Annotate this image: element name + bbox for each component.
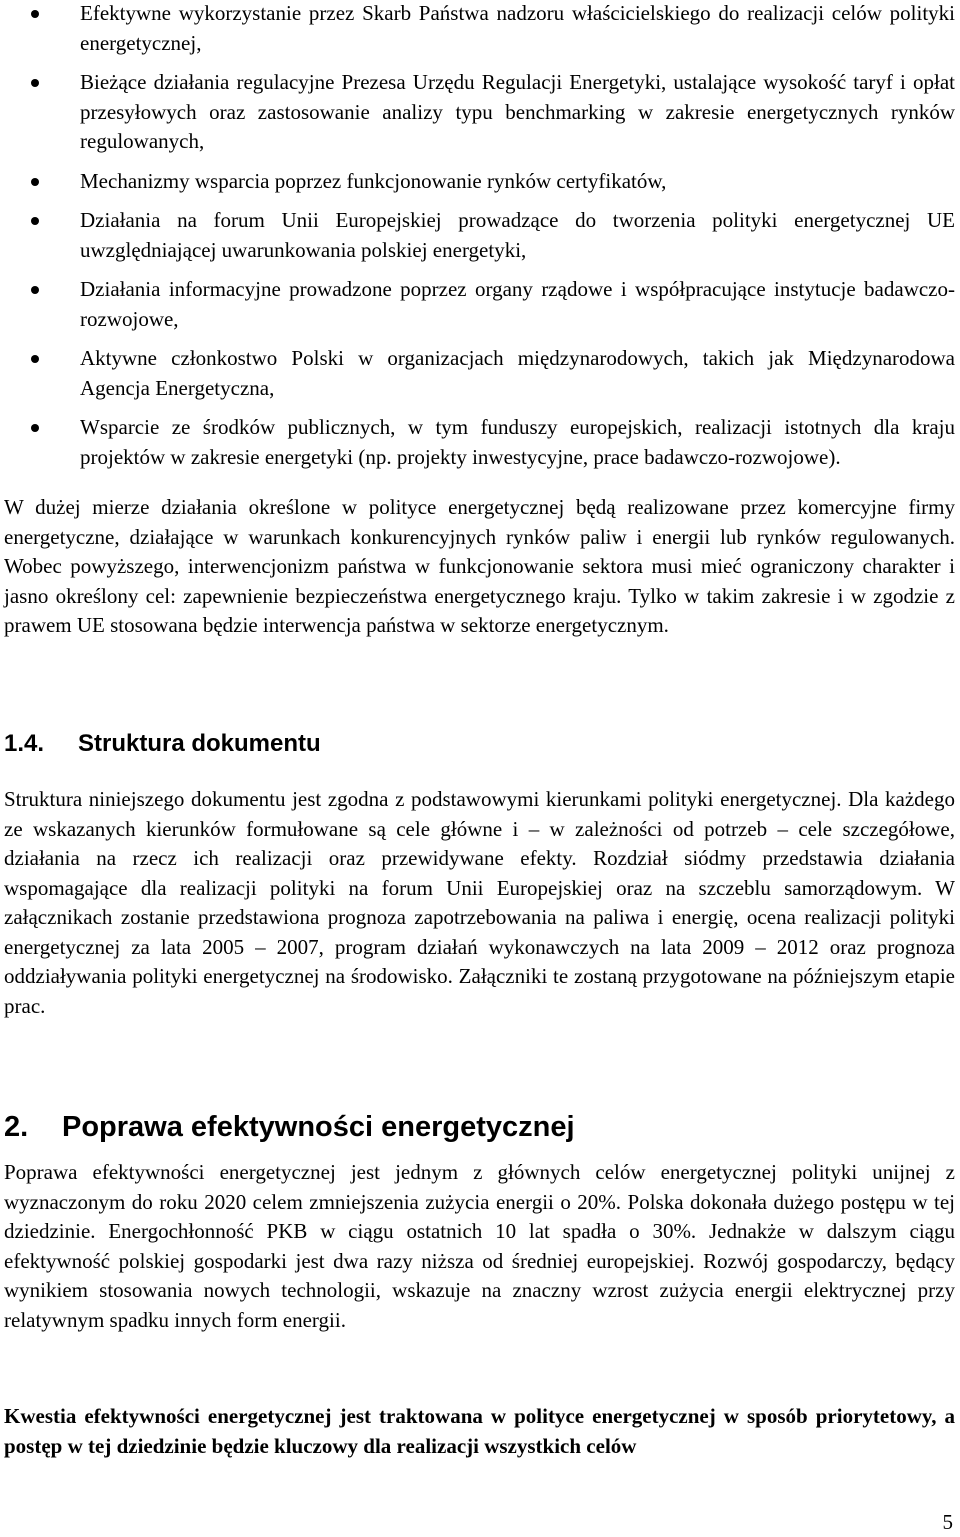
bullet-icon (31, 286, 39, 294)
section-number: 1.4. (4, 730, 45, 757)
page-number: 5 (942, 1510, 953, 1534)
list-item-text: Działania na forum Unii Europejskiej prowadzące do tworzenia polityki energetycznej UE uwzględniającej uwarunkowania polskiej energetyki, (80, 208, 955, 262)
bullet-icon (31, 178, 39, 186)
list-item (0, 344, 955, 403)
list-item (0, 206, 955, 265)
section-heading (4, 728, 321, 760)
list-item (0, 167, 955, 197)
bullet-icon (31, 10, 39, 18)
priority-paragraph: Kwestia efektywności energetycznej jest traktowana w polityce energetycznej w sposób priorytetowy, a postęp w tej dziedzinie będzie kluczowy dla realizacji wszystkich celów (4, 1404, 955, 1458)
list-item (0, 275, 955, 334)
intervention-paragraph: W dużej mierze działania określone w polityce energetycznej będą realizowane przez komercyjne firmy energetyczne, działające w warunkach konkurencyjnych rynków paliw i energii lub rynków regulowanych. Wobec powyższego, interwencjonizm państwa w funkcjonowanie sektora musi mieć ograniczony charakter i jasno określony cel: zapewnienie bezpieczeństwa energetycznego kraju. Tylko w takim zakresie i w zgodzie z prawem UE stosowana będzie interwencja państwa w sektorze energetycznym. (4, 495, 955, 637)
chapter-number: 2. (4, 1111, 29, 1143)
policy-instruments-list (0, 0, 960, 472)
bullet-icon (31, 355, 39, 363)
bullet-icon (31, 424, 39, 432)
structure-paragraph: Struktura niniejszego dokumentu jest zgodna z podstawowymi kierunkami polityki energetycznej. Dla każdego ze wskazanych kierunków formułowane są cele główne i – w zależności od potrzeb – cele szczegółowe, działania na rzecz ich realizacji oraz przewidywane efekty. Rozdział siódmy przedstawia działania wspomagające dla realizacji polityki na forum Unii Europejskiej oraz na szczeblu samorządowym. W załącznikach zostanie przedstawiona prognoza zapotrzebowania na paliwa i energię, ocena realizacji polityki energetycznej za lata 2005 – 2007, program działań wykonawczych na lata 2009 – 2012 oraz prognoza oddziaływania polityki energetycznej na środowisko. Załączniki te zostaną przygotowane na późniejszym etapie prac. (4, 787, 955, 1018)
list-item-text: Działania informacyjne prowadzone poprzez organy rządowe i współpracujące instytucje badawczo-rozwojowe, (80, 277, 955, 331)
efficiency-paragraph: Poprawa efektywności energetycznej jest jednym z głównych celów energetycznej polityki unijnej z wyznaczonym do roku 2020 celem zmniejszenia zużycia energii o 20%. Polska dokonała dużego postępu w tej dziedzinie. Energochłonność PKB w ciągu ostatnich 10 lat spadła o 30%. Jednakże w dalszym ciągu efektywność polskiej gospodarki jest dwa razy niższa od średniej europejskiej. Rozwój gospodarczy, będący wynikiem stosowania nowych technologii, wskazuje na znaczny wzrost zużycia energii elektrycznej przy relatywnym spadku innych form energii. (4, 1160, 955, 1332)
chapter-heading (4, 1108, 575, 1146)
list-item (0, 413, 955, 472)
list-item-text: Wsparcie ze środków publicznych, w tym funduszy europejskich, realizacji istotnych dla kraju projektów w zakresie energetyki (np. projekty inwestycyjne, prace badawczo-rozwojowe). (80, 415, 955, 469)
bullet-icon (31, 217, 39, 225)
list-item (0, 68, 955, 157)
list-item-text: Mechanizmy wsparcia poprzez funkcjonowanie rynków certyfikatów, (80, 168, 667, 193)
bullet-icon (31, 79, 39, 87)
section-title: Struktura dokumentu (78, 730, 321, 757)
list-item-text: Bieżące działania regulacyjne Prezesa Urzędu Regulacji Energetyki, ustalające wysokość taryf i opłat przesyłowych oraz zastosowanie analizy typu benchmarking w zakresie energetycznych rynków regulowanych, (80, 70, 955, 153)
list-item (0, 0, 955, 58)
list-item-text: Aktywne członkostwo Polski w organizacjach międzynarodowych, takich jak Międzynarodowa Agencja Energetyczna, (80, 346, 955, 400)
list-item-text: Efektywne wykorzystanie przez Skarb Państwa nadzoru właścicielskiego do realizacji celów polityki energetycznej, (80, 1, 955, 55)
chapter-title: Poprawa efektywności energetycznej (62, 1111, 575, 1143)
